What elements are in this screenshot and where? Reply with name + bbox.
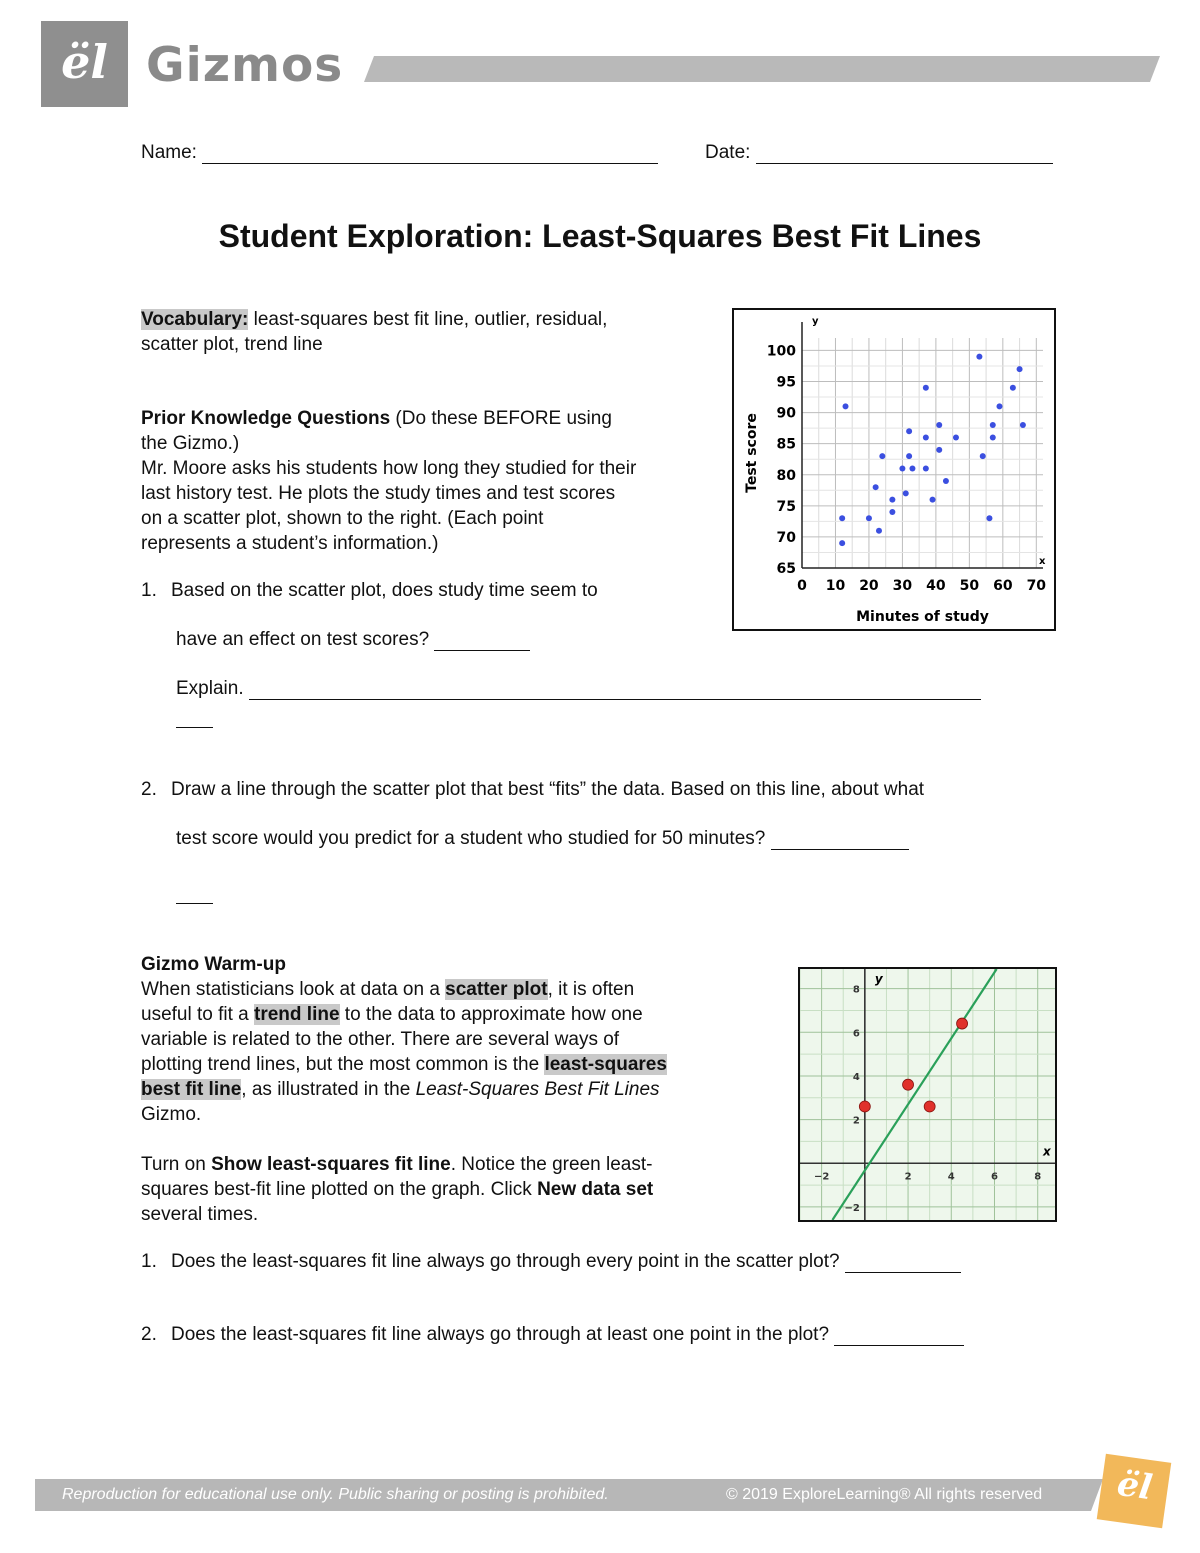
data-point: [876, 528, 882, 534]
warmup-text: , as illustrated in the: [241, 1079, 416, 1100]
y-axis-title: Test score: [744, 413, 760, 493]
x-axis-letter: x: [1043, 1144, 1051, 1159]
data-point: [906, 453, 912, 459]
x-tick-label: 60: [993, 578, 1013, 594]
y-tick-label: 100: [766, 343, 796, 360]
fit-line-graph-frame: [798, 967, 1057, 1222]
least-squares-fit-line: [832, 969, 996, 1220]
data-point: [936, 422, 942, 428]
x-tick-label: 6: [991, 1171, 998, 1183]
question-number: 1.: [141, 580, 157, 601]
vocabulary-label: Vocabulary:: [141, 309, 249, 330]
fit-line-graph: [800, 969, 1055, 1220]
y-tick-label: 65: [776, 561, 796, 577]
x-tick-label: 50: [959, 578, 980, 594]
data-point: [924, 1101, 935, 1112]
x-tick-label: 10: [825, 578, 846, 594]
data-point: [980, 453, 986, 459]
warmup-text: plotting trend lines, but the most common is the: [141, 1054, 545, 1075]
y-tick-label: 90: [776, 405, 796, 422]
data-point: [936, 447, 942, 453]
vocabulary-text-1: least-squares best fit line, outlier, residual,: [248, 309, 608, 330]
name-label: Name:: [141, 142, 197, 163]
question-text: Draw a line through the scatter plot that best “fits” the data. Based on this line, about what: [171, 779, 925, 800]
gizmos-logo: [41, 21, 128, 107]
data-point: [953, 434, 959, 440]
prior-line-4: represents a student’s information.): [141, 533, 439, 554]
y-tick-label: −2: [844, 1202, 860, 1214]
warmup-text: to the data to approximate how one: [339, 1004, 643, 1025]
explain-row: [176, 678, 981, 700]
prior-heading: Prior Knowledge Questions: [141, 408, 391, 429]
warmup-text: useful to fit a: [141, 1004, 255, 1025]
x-tick-label: 0: [797, 578, 807, 594]
prior-knowledge-block: [141, 406, 721, 556]
logo-glyph: ël: [61, 35, 108, 89]
x-tick-label: −2: [813, 1171, 830, 1183]
prior-question-2-blank-continued[interactable]: [176, 882, 213, 904]
data-point: [839, 515, 845, 521]
data-point: [943, 478, 949, 484]
y-tick-label: 95: [776, 374, 796, 391]
warmup-question-2: [141, 1324, 964, 1346]
x-axis-title: Minutes of study: [856, 609, 989, 625]
data-point: [889, 509, 895, 515]
question-text: Does the least-squares fit line always go through at least one point in the plot?: [171, 1324, 835, 1345]
term-trend-line: trend line: [254, 1004, 340, 1025]
y-tick-label: 80: [776, 467, 796, 484]
x-tick-label: 70: [1026, 578, 1047, 594]
data-point: [889, 497, 895, 503]
name-row: [141, 142, 658, 164]
data-point: [1010, 385, 1016, 391]
data-point: [923, 385, 929, 391]
data-point: [990, 434, 996, 440]
data-point: [996, 403, 1002, 409]
data-point: [909, 466, 915, 472]
warmup-text: squares best-fit line plotted on the graph. Click: [141, 1179, 538, 1200]
prior-line-1: Mr. Moore asks his students how long they studied for their: [141, 458, 637, 479]
explain-blank[interactable]: [249, 680, 981, 700]
x-tick-label: 2: [904, 1171, 912, 1183]
vocabulary-block: [141, 307, 711, 357]
warmup-text: , it is often: [547, 979, 635, 1000]
study-scatter-plot-frame: [732, 308, 1056, 631]
y-axis-letter: y: [874, 972, 883, 986]
data-point: [866, 515, 872, 521]
footer-copyright: © 2019 ExploreLearning® All rights reserved: [726, 1486, 1043, 1503]
data-point: [839, 540, 845, 546]
x-tick-label: 20: [859, 578, 879, 594]
prior-question-2: [141, 779, 924, 801]
answer-blank[interactable]: [434, 631, 530, 651]
brand-name: Gizmos: [146, 38, 344, 93]
footer-logo-glyph: ël: [1114, 1463, 1155, 1509]
warmup-text: Turn on: [141, 1154, 212, 1175]
data-point: [923, 466, 929, 472]
data-point: [906, 428, 912, 434]
warmup-text: . Notice the green least-: [450, 1154, 653, 1175]
x-tick-label: 4: [947, 1171, 955, 1183]
y-tick-label: 70: [776, 529, 796, 546]
warmup-text: Gizmo.: [141, 1104, 202, 1125]
question-text: Does the least-squares fit line always go through every point in the scatter plot?: [171, 1251, 845, 1272]
term-least-squares: least-squares: [544, 1054, 667, 1075]
answer-blank[interactable]: [771, 830, 909, 850]
footer-notice: Reproduction for educational use only. Public sharing or posting is prohibited.: [62, 1486, 609, 1503]
data-point: [1017, 366, 1023, 372]
prior-line-2: last history test. He plots the study times and test scores: [141, 483, 616, 504]
date-field[interactable]: [756, 144, 1053, 164]
question-text: test score would you predict for a student who studied for 50 minutes?: [176, 828, 771, 849]
warmup-heading: Gizmo Warm-up: [141, 954, 286, 975]
answer-blank[interactable]: [834, 1326, 964, 1346]
prior-note-2: the Gizmo.): [141, 433, 240, 454]
header-bar: [364, 56, 1160, 82]
data-point: [903, 1079, 914, 1090]
prior-note-1: (Do these BEFORE using: [390, 408, 612, 429]
warmup-text: several times.: [141, 1204, 259, 1225]
data-point: [1020, 422, 1026, 428]
study-scatter-plot: [734, 310, 1054, 629]
data-point: [923, 434, 929, 440]
data-point: [873, 484, 879, 490]
y-tick-label: 75: [776, 498, 796, 515]
date-label: Date:: [705, 142, 751, 163]
vocabulary-text-2: scatter plot, trend line: [141, 334, 323, 355]
data-point: [976, 354, 982, 360]
data-point: [843, 403, 849, 409]
date-row: [705, 142, 1053, 164]
new-data-set-control: New data set: [537, 1179, 654, 1200]
y-tick-label: 4: [852, 1071, 860, 1083]
x-tick-label: 30: [892, 578, 913, 594]
question-text: have an effect on test scores?: [176, 629, 435, 650]
term-best-fit-line: best fit line: [141, 1079, 242, 1100]
data-point: [859, 1101, 870, 1112]
data-point: [899, 466, 905, 472]
data-point: [986, 515, 992, 521]
question-number: 2.: [141, 1324, 157, 1345]
y-tick-label: 8: [852, 984, 860, 996]
explain-label: Explain.: [176, 678, 249, 699]
footer-logo: [1097, 1454, 1172, 1529]
question-number: 1.: [141, 1251, 157, 1272]
y-axis-letter: y: [812, 316, 819, 327]
name-field[interactable]: [202, 144, 658, 164]
x-tick-label: 40: [926, 578, 946, 594]
term-scatter-plot: scatter plot: [445, 979, 548, 1000]
data-point: [903, 490, 909, 496]
warmup-question-1: [141, 1251, 961, 1273]
prior-question-1: [141, 580, 598, 602]
warmup-block: [141, 952, 771, 1227]
answer-blank[interactable]: [845, 1253, 961, 1273]
show-fit-line-control: Show least-squares fit line: [211, 1154, 451, 1175]
data-point: [930, 497, 936, 503]
data-point: [990, 422, 996, 428]
data-point: [879, 453, 885, 459]
prior-question-2-answer-row: [176, 828, 909, 850]
y-tick-label: 6: [852, 1028, 860, 1040]
x-tick-label: 8: [1034, 1171, 1042, 1183]
gizmo-name: Least-Squares Best Fit Lines: [415, 1079, 660, 1100]
prior-question-1-answer-row: [176, 629, 530, 651]
question-text: Based on the scatter plot, does study time seem to: [171, 580, 598, 601]
y-tick-label: 2: [852, 1115, 860, 1127]
x-axis-letter: x: [1039, 556, 1046, 567]
explain-blank-continued[interactable]: [176, 706, 213, 728]
page-title: Student Exploration: Least-Squares Best Fit Lines: [218, 218, 982, 254]
question-number: 2.: [141, 779, 157, 800]
y-tick-label: 85: [776, 436, 796, 453]
data-point: [957, 1018, 968, 1029]
warmup-text: variable is related to the other. There are several ways of: [141, 1029, 620, 1050]
prior-line-3: on a scatter plot, shown to the right. (Each point: [141, 508, 544, 529]
warmup-text: When statisticians look at data on a: [141, 979, 446, 1000]
